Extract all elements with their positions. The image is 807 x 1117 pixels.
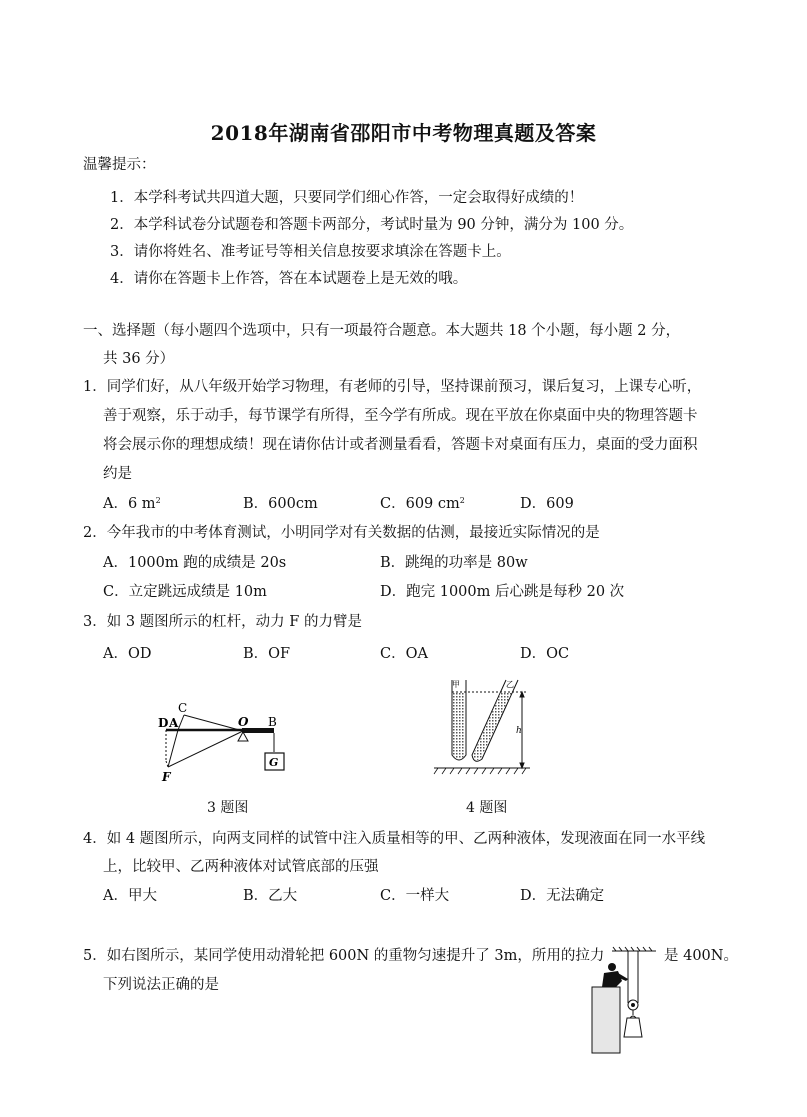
superscript: 2 bbox=[155, 496, 161, 505]
q3-option-a: A．OD bbox=[103, 646, 152, 662]
tip-item: 2．本学科试卷分试题卷和答题卡两部分，考试时量为 90 分钟，满分为 100 分。 bbox=[110, 217, 634, 233]
section-heading-cont: 共 36 分） bbox=[103, 351, 175, 367]
q1-stem: 将会展示你的理想成绩！现在请你估计或者测量看看，答题卡对桌面有压力，桌面的受力面积 bbox=[103, 437, 698, 453]
q2-option-b: B．跳绳的功率是 80w bbox=[380, 555, 528, 571]
tip-item: 4．请你在答题卡上作答，答在本试题卷上是无效的哦。 bbox=[110, 271, 468, 287]
tip-item: 3．请你将姓名、准考证号等相关信息按要求填涂在答题卡上。 bbox=[110, 244, 511, 260]
q3-option-c: C．OA bbox=[380, 646, 428, 662]
label-o: O bbox=[238, 715, 249, 729]
label-b: B bbox=[268, 715, 277, 729]
label-a: A bbox=[169, 716, 179, 730]
q4-option-b: B．乙大 bbox=[243, 888, 298, 904]
label-g: G bbox=[269, 756, 279, 769]
q1-stem: 善于观察，乐于动手，每节课学有所得，至今学有所成。现在平放在你桌面中央的物理答题卡 bbox=[103, 408, 698, 424]
page-title: 2018年湖南省邵阳市中考物理真题及答案 bbox=[210, 121, 597, 145]
q5-stem: 5．如右图所示，某同学使用动滑轮把 600N 的重物匀速提升了 3m，所用的拉力 bbox=[83, 948, 605, 964]
q2-stem: 2．今年我市的中考体育测试，小明同学对有关数据的估测，最接近实际情况的是 bbox=[83, 525, 600, 541]
q1-stem: 1．同学们好，从八年级开始学习物理，有老师的引导，坚持课前预习，课后复习，上课专心听， bbox=[83, 379, 702, 395]
section-heading: 一、选择题（每小题四个选项中，只有一项最符合题意。本大题共 18 个小题，每小题 2 分， bbox=[83, 323, 681, 339]
q1-option-b: B．600cm bbox=[243, 496, 318, 512]
fig3-caption: 3 题图 bbox=[207, 800, 249, 816]
q5-stem-end: 是 400N。 bbox=[664, 948, 738, 964]
q4-stem: 上，比较甲、乙两种液体对试管底部的压强 bbox=[103, 859, 379, 875]
q1-option-c bbox=[380, 494, 465, 514]
tip-item: 1．本学科考试共四道大题，只要同学们细心作答，一定会取得好成绩的！ bbox=[110, 190, 584, 206]
label-c: C bbox=[178, 701, 188, 715]
q1-option-c-text: C．609 cm bbox=[380, 496, 460, 512]
q3-option-b: B．OF bbox=[243, 646, 291, 662]
test-tubes-figure bbox=[432, 675, 532, 775]
q3-option-d: D．OC bbox=[520, 646, 570, 662]
q4-option-c: C．一样大 bbox=[380, 888, 450, 904]
q1-option-a bbox=[103, 494, 161, 514]
label-f: F bbox=[162, 770, 171, 784]
superscript: 2 bbox=[459, 496, 465, 505]
q5-stem: 下列说法正确的是 bbox=[103, 977, 219, 993]
q4-option-a: A．甲大 bbox=[103, 888, 157, 904]
q4-stem: 4．如 4 题图所示，向两支同样的试管中注入质量相等的甲、乙两种液体，发现液面在同一水平线 bbox=[83, 831, 706, 847]
label-h: h bbox=[516, 726, 522, 736]
lever-figure bbox=[150, 695, 300, 790]
fig4-caption: 4 题图 bbox=[466, 800, 508, 816]
label-d: D bbox=[158, 716, 169, 730]
q1-option-a-text: A．6 m bbox=[103, 496, 156, 512]
q2-option-d: D．跑完 1000m 后心跳是每秒 20 次 bbox=[380, 584, 625, 600]
label-yi: 乙 bbox=[506, 680, 514, 689]
q2-option-a: A．1000m 跑的成绩是 20s bbox=[103, 555, 287, 571]
pulley-figure bbox=[590, 945, 658, 1055]
tips-heading: 温馨提示： bbox=[83, 157, 156, 173]
q3-stem: 3．如 3 题图所示的杠杆，动力 F 的力臂是 bbox=[83, 614, 362, 630]
q1-stem: 约是 bbox=[103, 466, 132, 482]
q1-option-d: D．609 bbox=[520, 496, 574, 512]
q4-option-d: D．无法确定 bbox=[520, 888, 605, 904]
label-jia: 甲 bbox=[452, 680, 460, 689]
q2-option-c: C．立定跳远成绩是 10m bbox=[103, 584, 267, 600]
